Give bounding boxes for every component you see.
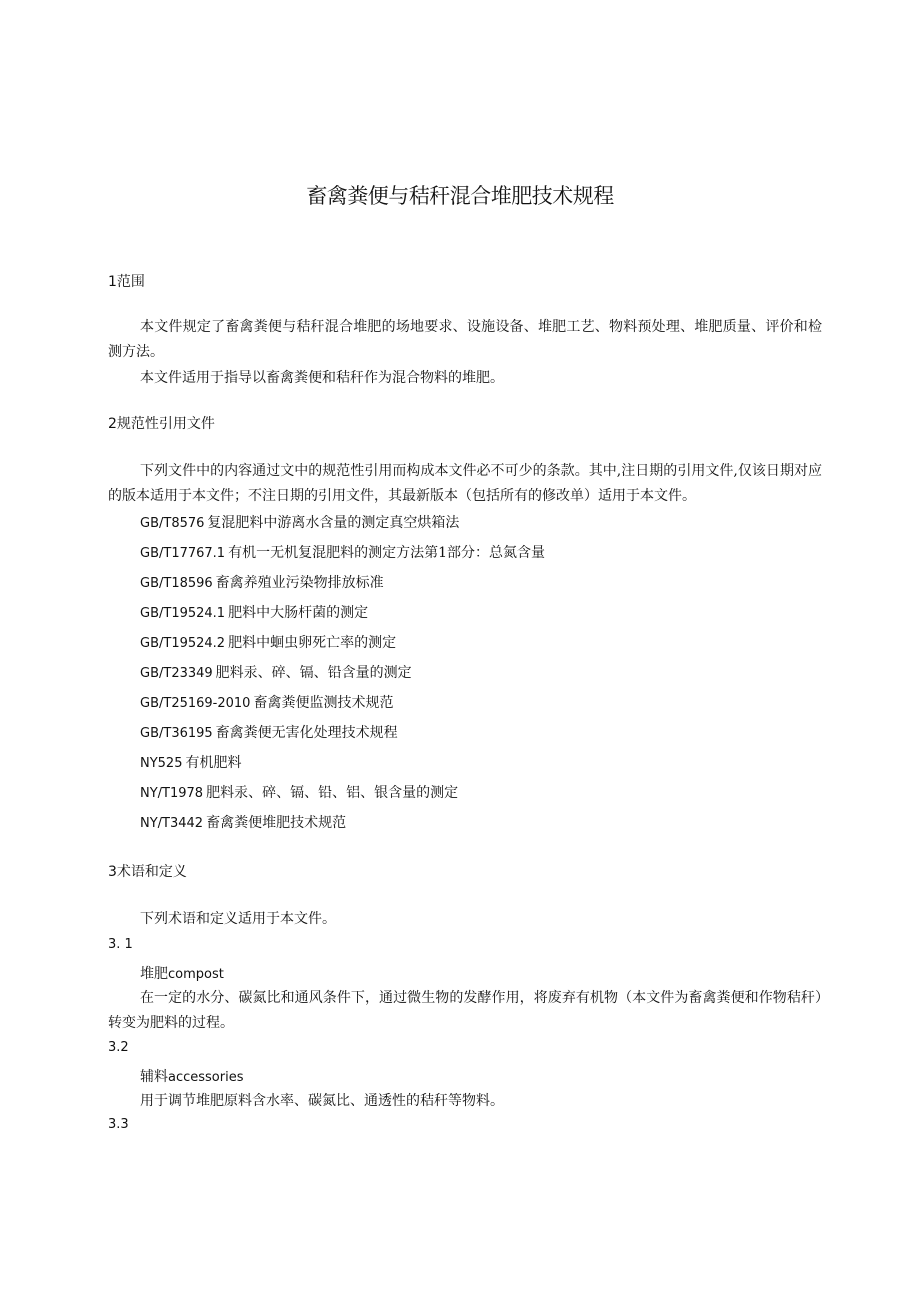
- reference-title: 有机肥料: [185, 755, 242, 771]
- reference-code: GB/T8576: [140, 516, 205, 531]
- term-number: 3.2: [108, 1040, 129, 1055]
- reference-title: 肥料汞、碎、镉、铅含量的测定: [215, 665, 412, 681]
- reference-code: NY/T1978: [140, 786, 204, 801]
- section-heading-terms: 3术语和定义: [108, 864, 187, 880]
- reference-item: [140, 782, 458, 805]
- reference-title: 畜禽养殖业污染物排放标准: [215, 575, 384, 591]
- term-entry: [140, 1066, 244, 1089]
- reference-code: NY525: [140, 756, 183, 771]
- term-definition: 在一定的水分、碳氮比和通风条件下，通过微生物的发酵作用，将废弃有机物（本文件为畜禽粪便和作物秸秆）转变为肥料的过程。: [108, 990, 822, 1031]
- reference-title: 畜禽粪便无害化处理技术规程: [215, 725, 398, 741]
- section-heading-scope: 1范围: [108, 274, 145, 290]
- term-number: 3. 1: [108, 937, 133, 952]
- terms-intro: 下列术语和定义适用于本文件。: [140, 911, 336, 927]
- reference-title: 畜禽粪便监测技术规范: [253, 695, 394, 711]
- reference-item: [140, 662, 412, 685]
- scope-paragraph-1: 本文件规定了畜禽粪便与秸秆混合堆肥的场地要求、设施设备、堆肥工艺、物料预处理、堆肥质量、评价和检测方法。: [108, 319, 822, 360]
- reference-item: [140, 542, 545, 565]
- reference-item: [140, 572, 384, 595]
- document-title: 畜禽粪便与秸秆混合堆肥技术规程: [306, 184, 614, 208]
- term-english: compost: [168, 967, 224, 982]
- reference-item: [140, 722, 398, 745]
- term-number: 3.3: [108, 1117, 129, 1132]
- reference-title: 复混肥料中游离水含量的测定真空烘箱法: [207, 515, 460, 531]
- reference-item: [140, 692, 393, 715]
- reference-item: [140, 512, 459, 535]
- reference-code: GB/T19524.1: [140, 606, 226, 621]
- term-chinese: 堆肥: [140, 966, 168, 982]
- reference-title: 畜禽粪便堆肥技术规范: [206, 815, 347, 831]
- reference-item: [140, 632, 396, 655]
- reference-code: GB/T19524.2: [140, 636, 226, 651]
- reference-title: 肥料中大肠杆菌的测定: [228, 605, 369, 621]
- normative-intro: 下列文件中的内容通过文中的规范性引用而构成本文件必不可少的条款。其中,注日期的引用文件,仅该日期对应的版本适用于本文件；不注日期的引用文件，其最新版本（包括所有的修改单）适用于本文件。: [108, 463, 822, 504]
- term-definition: 用于调节堆肥原料含水率、碳氮比、通透性的秸秆等物料。: [140, 1093, 504, 1109]
- reference-item: [140, 812, 346, 835]
- reference-item: [140, 602, 368, 625]
- reference-code: GB/T23349: [140, 666, 213, 681]
- reference-code: GB/T18596: [140, 576, 213, 591]
- term-chinese: 辅料: [140, 1069, 168, 1085]
- term-english: accessories: [168, 1070, 244, 1085]
- scope-paragraph-2: 本文件适用于指导以畜禽粪便和秸秆作为混合物料的堆肥。: [140, 370, 504, 386]
- term-entry: [140, 963, 224, 986]
- section-heading-normative: 2规范性引用文件: [108, 416, 215, 432]
- reference-code: NY/T3442: [140, 816, 204, 831]
- reference-title: 有机一无机复混肥料的测定方法第1部分：总氮含量: [228, 545, 545, 561]
- reference-code: GB/T25169-2010: [140, 696, 251, 711]
- reference-code: GB/T36195: [140, 726, 213, 741]
- reference-title: 肥料汞、碎、镉、铅、铝、银含量的测定: [206, 785, 459, 801]
- reference-title: 肥料中蛔虫卵死亡率的测定: [228, 635, 397, 651]
- reference-item: [140, 752, 241, 775]
- reference-code: GB/T17767.1: [140, 546, 226, 561]
